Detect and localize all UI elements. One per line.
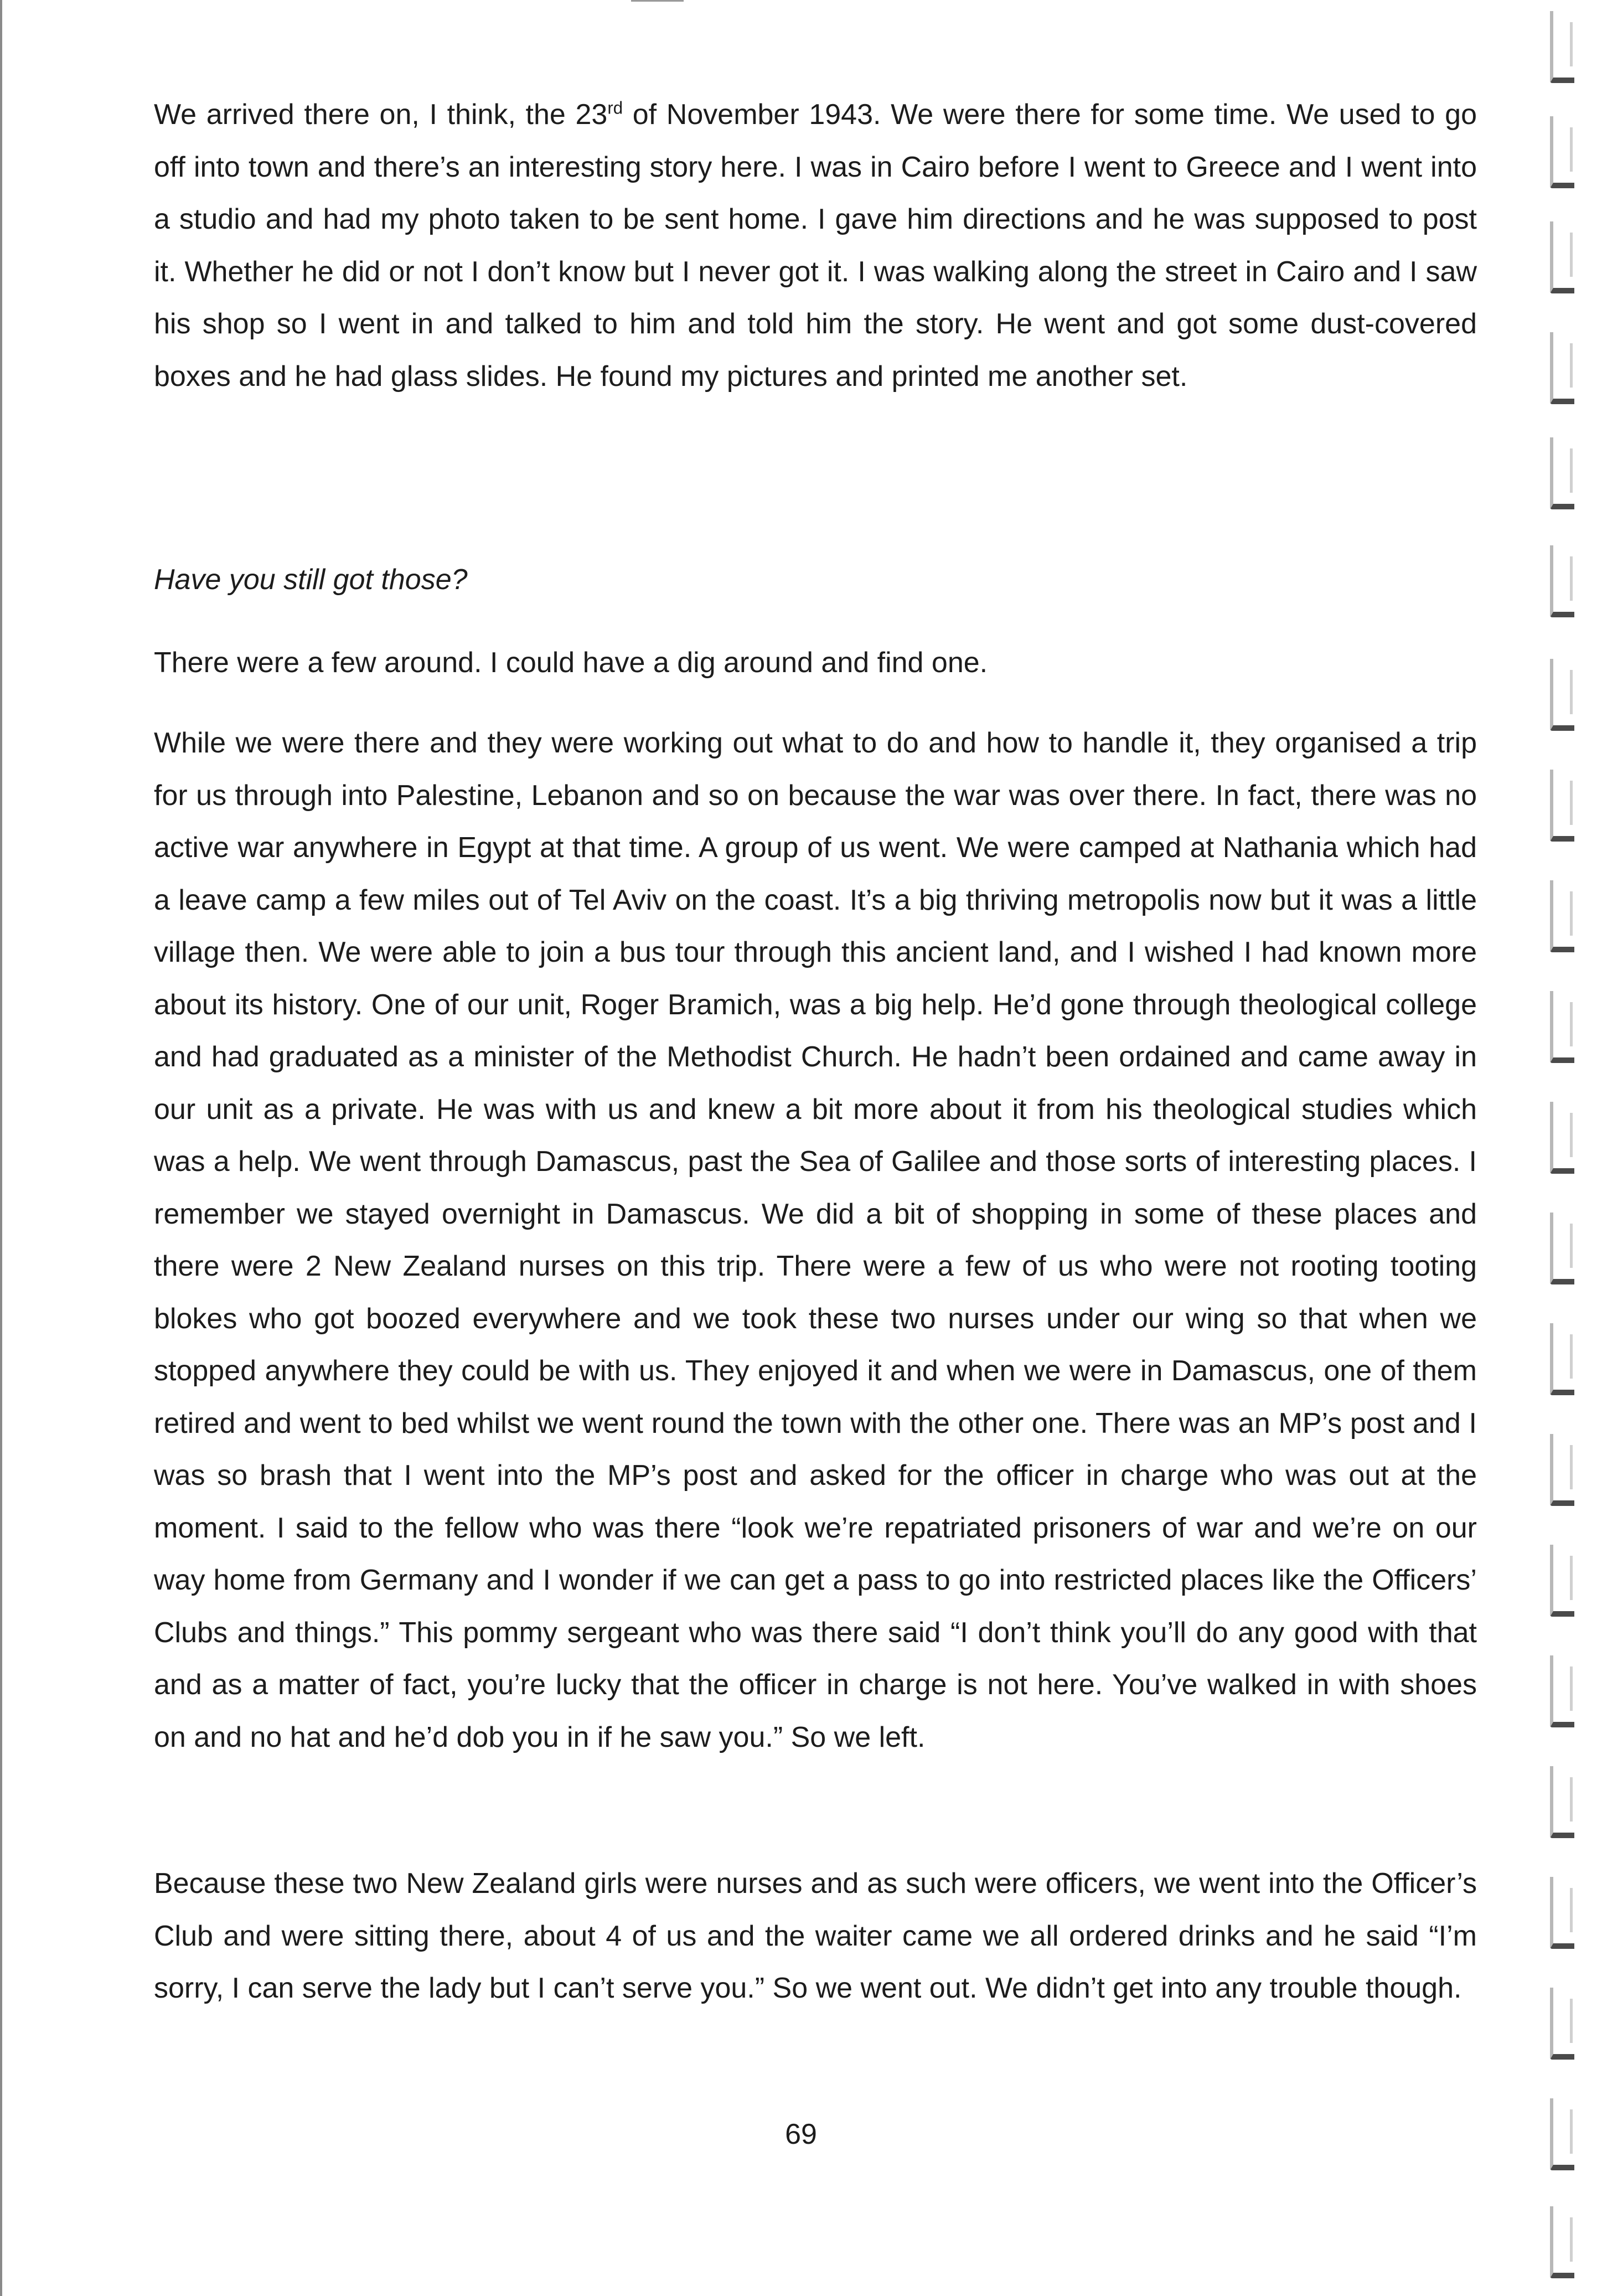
binding-ring [1550,1877,1574,1949]
binding-ring [1550,1323,1574,1395]
binding-ring [1550,991,1574,1063]
binding-ring [1550,545,1574,617]
binding-ring [1550,2098,1574,2170]
paragraph-cairo-photo [154,89,1477,403]
binding-ring [1550,221,1574,293]
binding-ring [1550,116,1574,188]
paragraph-cairo-photo-rest: of November 1943. We were there for some time. We used to go off into town and there’s an interesting story here. I was in Cairo before I went to Greece and I went into a studio and had my photo taken to be sent home. I gave him directions and he was supposed to post it. Whether he did or not I don’t know but I never got it. I was walking along the street in Cairo and I saw his shop so I went in and talked to him and told him the story. He went and got some dust-covered boxes and he had glass slides. He found my pictures and printed me another set. [154,99,1477,393]
binding-ring [1550,1655,1574,1727]
binding-ring [1550,659,1574,731]
binding-ring [1550,880,1574,952]
page-number: 69 [785,2118,817,2150]
binding-ring [1550,2206,1574,2278]
scan-left-edge [0,0,2,2296]
scan-top-mark [631,0,684,2]
paragraph-palestine-trip: While we were there and they were working out what to do and how to handle it, they organised a trip for us through into Palestine, Lebanon and so on because the war was over there. In fact, there was no active war anywhere in Egypt at that time. A group of us went. We were camped at Nathania which had a leave camp a few miles out of Tel Aviv on the coast. It’s a big thriving metropolis now but it was a little village then. We were able to join a bus tour through this ancient land, and I wished I had known more about its history. One of our unit, Roger Bramich, was a big help. He’d gone through theological college and had graduated as a minister of the Methodist Church. He hadn’t been ordained and came away in our unit as a private. He was with us and knew a bit more about it from his theological studies which was a help. We went through Damascus, past the Sea of Galilee and those sorts of interesting places. I remember we stayed overnight in Damascus. We did a bit of shopping in some of these places and there were 2 New Zealand nurses on this trip. There were a few of us who were not rooting tooting blokes who got boozed everywhere and we took these two nurses under our wing so that when we stopped anywhere they could be with us. They enjoyed it and when we were in Damascus, one of them retired and went to bed whilst we went round the town with the other one. There was an MP’s post and I was so brash that I went into the MP’s post and asked for the officer in charge who was out at the moment. I said to the fellow who was there “look we’re repatriated prisoners of war and we’re on our way home from Germany and I wonder if we can get a pass to go into restricted places like the Officers’ Clubs and things.” This pommy sergeant who was there said “I don’t think you’ll do any good with that and as a matter of fact, you’re lucky that the officer in charge is not here. You’ve walked in with shoes on and no hat and he’d dob you in if he saw you.” So we left. [154,727,1477,1753]
binding-ring [1550,770,1574,842]
binding-ring [1550,1213,1574,1284]
binding-ring [1550,1102,1574,1174]
binding-ring [1550,1988,1574,2060]
binding-ring [1550,1766,1574,1838]
paragraph-cairo-photo-start: We arrived there on, I think, the 23 [154,99,608,131]
paragraph-few-around: There were a few around. I could have a dig around and find one. [154,647,988,679]
binding-ring [1550,332,1574,404]
binding-ring [1550,11,1574,83]
interviewer-question: Have you still got those? [154,564,468,596]
binding-ring [1550,437,1574,509]
binding-ring [1550,1545,1574,1617]
ordinal-suffix: rd [607,98,623,118]
binding-ring [1550,1434,1574,1506]
paragraph-officers-club: Because these two New Zealand girls were nurses and as such were officers, we went into the Officer’s Club and were sitting there, about 4 of us and the waiter came we all ordered drinks and he said “I’m sorry, I can serve the lady but I can’t serve you.” So we went out. We didn’t get into any trouble though. [154,1867,1477,2004]
